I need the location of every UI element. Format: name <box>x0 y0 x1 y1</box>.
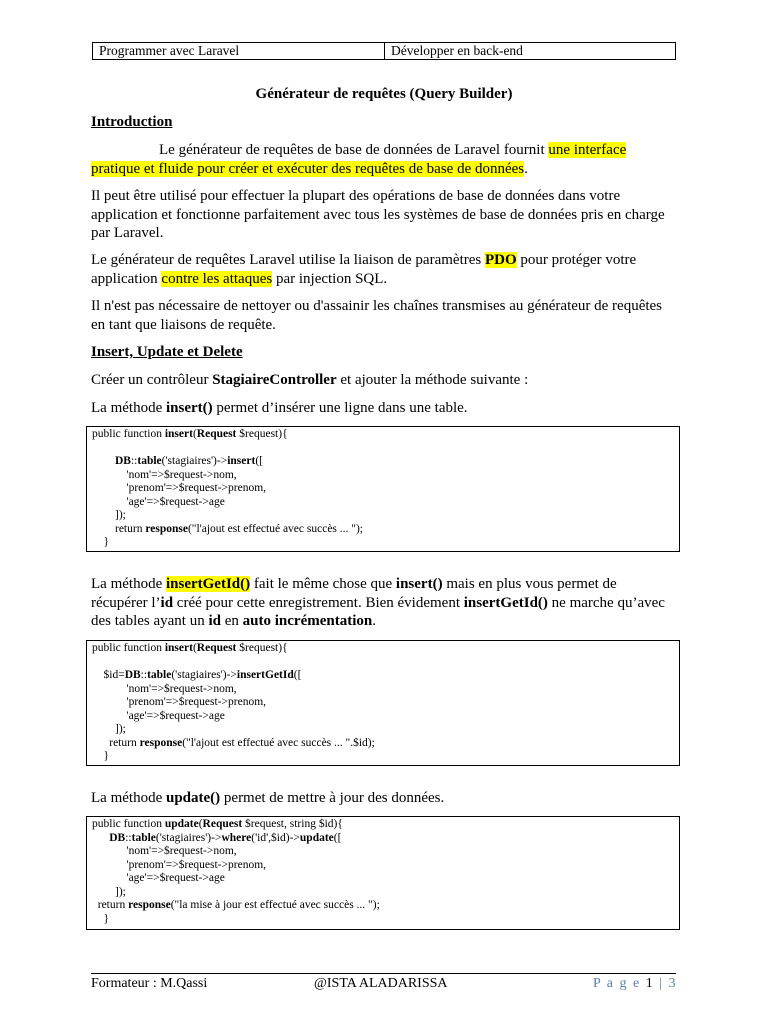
header-table <box>92 42 676 60</box>
code-line: ]); <box>92 885 126 898</box>
intro-paragraph-2: Il peut être utilisé pour effectuer la plupart des opérations de base de données dans votre application et fonctionne parfaitement avec tous les systèmes de base de données pris en charge par Laravel. <box>91 188 665 241</box>
intro-paragraph-3: Le générateur de requêtes Laravel utilise la liaison de paramètres PDO pour protéger votre application contre les attaques par injection SQL. <box>91 252 637 287</box>
intro-paragraph-4: Il n'est pas nécessaire de nettoyer ou d'assainir les chaînes transmises au générateur de requêtes en tant que liaisons de requête. <box>91 298 663 333</box>
code-line: } <box>92 536 110 548</box>
header-course: Programmer avec Laravel <box>93 43 385 60</box>
code-line: return response("la mise à jour est effectué avec succès ... "); <box>92 899 380 911</box>
code-line: ]); <box>92 723 126 735</box>
code-line: 'nom'=>$request->nom, <box>92 468 237 481</box>
footer-trainer: Formateur : M.Qassi <box>91 976 208 991</box>
code-line: 'prenom'=>$request->prenom, <box>92 858 267 871</box>
code-line: public function insert(Request $request){ <box>92 642 288 654</box>
highlight: une interface pratique et fluide pour créer et exécuter des requêtes de base de données <box>91 142 627 177</box>
code-line: $id=DB::table('stagiaires')->insertGetId([ <box>92 669 302 681</box>
code-line: public function insert(Request $request){ <box>92 428 288 440</box>
code-line: 'nom'=>$request->nom, <box>92 845 237 857</box>
page-title: Générateur de requêtes (Query Builder) <box>255 86 513 102</box>
code-line: } <box>92 750 110 762</box>
code-line <box>92 442 674 456</box>
code-line: 'prenom'=>$request->prenom, <box>92 696 267 708</box>
update-method-paragraph: La méthode update() permet de mettre à jour des données. <box>91 790 445 806</box>
intro-paragraph-1: Le générateur de requêtes de base de données de Laravel fournit une interface pratique et fluide pour créer et exécuter des requêtes de base de données. <box>91 142 627 177</box>
highlight: contre les attaques <box>161 270 273 287</box>
code-line: } <box>92 912 110 925</box>
code-line: 'prenom'=>$request->prenom, <box>92 482 267 494</box>
footer-divider <box>91 973 676 974</box>
code-line: DB::table('stagiaires')->insert([ <box>115 455 263 467</box>
code-line: 'nom'=>$request->nom, <box>92 682 237 695</box>
code-block-insertgetid <box>86 640 680 766</box>
code-line: return response("l'ajout est effectué avec succès ... "); <box>92 522 363 535</box>
insertgetid-paragraph: La méthode insertGetId() fait le même chose que insert() mais en plus vous permet de récupérer l’id créé pour cette enregistrement. Bien évidement insertGetId() ne marche qu’avec des tables ayant un id en auto incrémentation. <box>91 576 665 629</box>
code-line: DB::table('stagiaires')->where('id',$id)->update([ <box>109 831 342 844</box>
code-block-update <box>86 816 680 930</box>
code-block-insert <box>86 426 680 552</box>
code-line: return response("l'ajout est effectué avec succès ... ".$id); <box>92 736 375 749</box>
code-line: public function update(Request $request, string $id){ <box>92 818 343 830</box>
highlight-insertgetid: insertGetId() <box>165 576 251 592</box>
section-heading-insert-update-delete: Insert, Update et Delete <box>91 344 243 360</box>
code-line: ]); <box>92 509 126 521</box>
footer-institution: @ISTA ALADARISSA <box>314 976 448 991</box>
insert-method-paragraph: La méthode insert() permet d’insérer une ligne dans une table. <box>91 400 468 416</box>
create-controller-paragraph: Créer un contrôleur StagiaireController et ajouter la méthode suivante : <box>91 372 529 388</box>
code-line <box>92 656 674 670</box>
code-line: 'age'=>$request->age <box>92 872 225 884</box>
footer-page-number: P a g e 1 | 3 <box>592 976 677 991</box>
section-heading-introduction: Introduction <box>91 114 173 130</box>
header-module: Développer en back-end <box>385 43 676 60</box>
code-line: 'age'=>$request->age <box>92 495 225 508</box>
highlight-pdo: PDO <box>484 252 517 268</box>
code-line: 'age'=>$request->age <box>92 709 225 722</box>
